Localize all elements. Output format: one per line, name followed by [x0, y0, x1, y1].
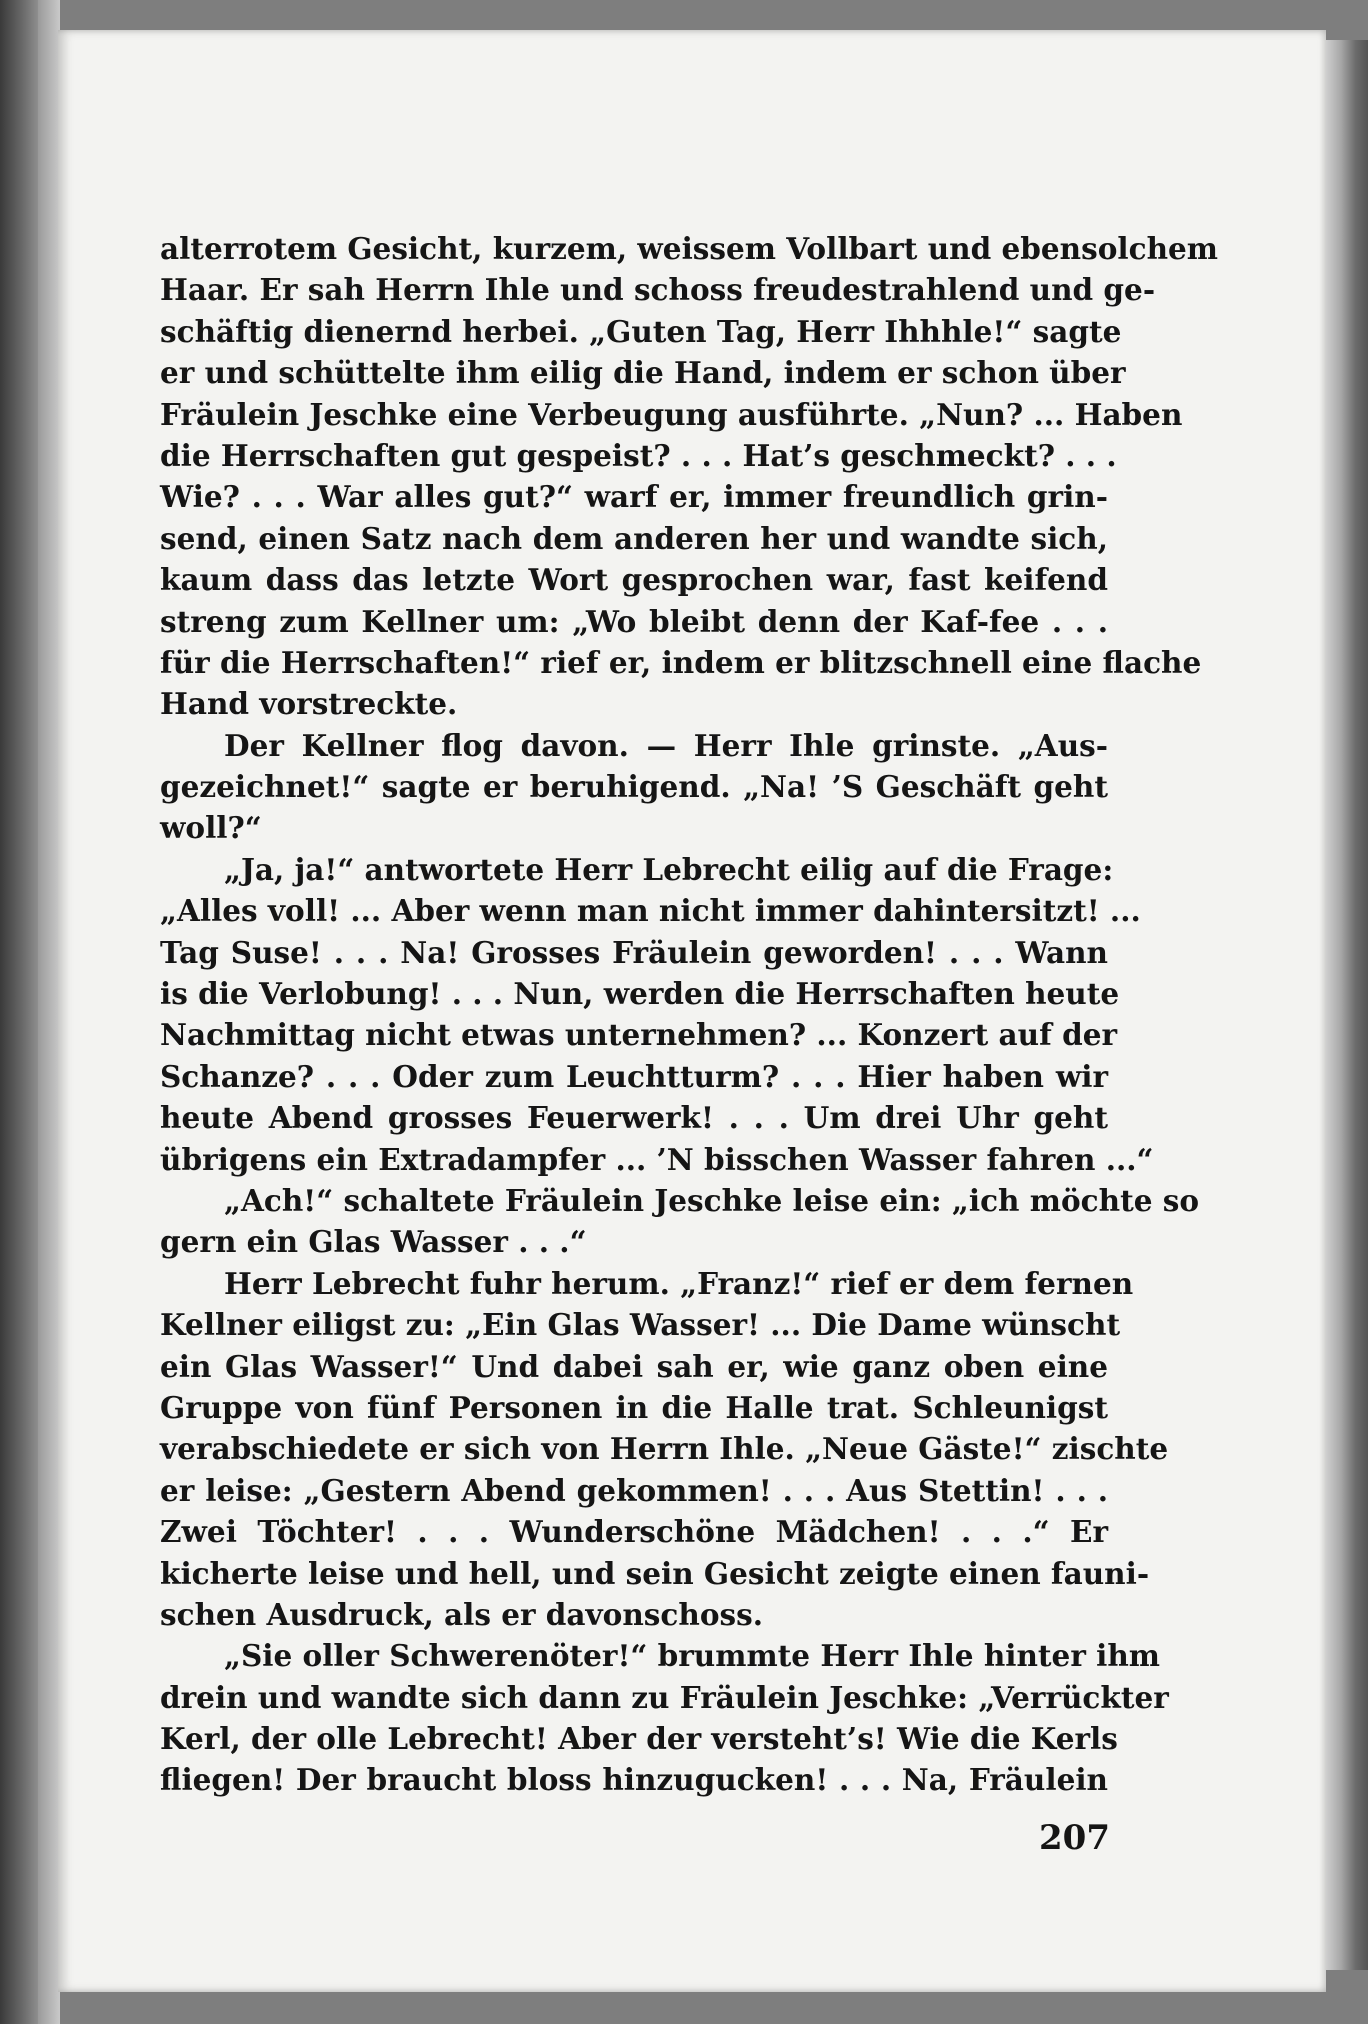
- text-line: send, einen Satz nach dem anderen her und wandte sich,: [160, 520, 1108, 556]
- text-line: er leise: „Gestern Abend gekommen! . . . Aus Stettin! . . .: [160, 1472, 1108, 1508]
- page-stack-edge: [1326, 40, 1368, 1970]
- body-text: [160, 228, 1218, 1801]
- text-line: „Ach!“ schaltete Fräulein Jeschke leise ein: „ich möchte so: [224, 1182, 1200, 1218]
- text-line: Schanze? . . . Oder zum Leuchtturm? . . . Hier haben wir: [160, 1058, 1108, 1094]
- text-line: Haar. Er sah Herrn Ihle und schoss freudestrahlend und ge-: [160, 272, 1156, 308]
- text-line: kicherte leise und hell, und sein Gesicht zeigte einen fauni-: [160, 1555, 1150, 1591]
- text-line: fliegen! Der braucht bloss hinzugucken! . . . Na, Fräulein: [160, 1762, 1108, 1798]
- text-line: gezeichnet!“ sagte er beruhigend. „Na! ’S Geschäft geht: [160, 769, 1108, 805]
- page-number: 207: [1039, 1818, 1110, 1858]
- text-line: Hand vorstreckte.: [160, 686, 458, 722]
- text-line: Zwei Töchter! . . . Wunderschöne Mädchen! . . .“ Er: [160, 1514, 1108, 1550]
- text-line: Herr Lebrecht fuhr herum. „Franz!“ rief er dem fernen: [224, 1265, 1134, 1301]
- text-line: Fräulein Jeschke eine Verbeugung ausführte. „Nun? ... Haben: [160, 396, 1183, 432]
- text-line: „Alles voll! ... Aber wenn man nicht immer dahintersitzt! ...: [160, 893, 1141, 929]
- text-line: is die Verlobung! . . . Nun, werden die Herrschaften heute: [160, 976, 1120, 1012]
- text-line: gern ein Glas Wasser . . .“: [160, 1224, 587, 1260]
- text-line: alterrotem Gesicht, kurzem, weissem Vollbart und ebensolchem: [160, 231, 1218, 266]
- text-line: für die Herrschaften!“ rief er, indem er blitzschnell eine flache: [160, 644, 1202, 680]
- text-line: ein Glas Wasser!“ Und dabei sah er, wie ganz oben eine: [160, 1348, 1108, 1384]
- scan-background-left: [0, 0, 38, 2024]
- text-line: Kellner eiligst zu: „Ein Glas Wasser! ... Die Dame wünscht: [160, 1307, 1121, 1343]
- text-line: schäftig dienernd herbei. „Guten Tag, Herr Ihhhle!“ sagte: [160, 313, 1122, 349]
- text-line: Kerl, der olle Lebrecht! Aber der versteht’s! Wie die Kerls: [160, 1721, 1118, 1757]
- text-line: „Sie oller Schwerenöter!“ brummte Herr Ihle hinter ihm: [224, 1638, 1161, 1674]
- text-line: „Ja, ja!“ antwortete Herr Lebrecht eilig auf die Frage:: [224, 851, 1114, 887]
- text-line: heute Abend grosses Feuerwerk! . . . Um drei Uhr geht: [160, 1100, 1108, 1136]
- text-line: die Herrschaften gut gespeist? . . . Hat’s geschmeckt? . . .: [160, 437, 1117, 473]
- text-line: verabschiedete er sich von Herrn Ihle. „Neue Gäste!“ zischte: [160, 1431, 1169, 1467]
- text-line: woll?“: [160, 810, 262, 846]
- text-line: schen Ausdruck, als er davonschoss.: [160, 1596, 763, 1632]
- text-line: Wie? . . . War alles gut?“ warf er, immer freundlich grin-: [160, 479, 1108, 515]
- text-line: kaum dass das letzte Wort gesprochen war, fast keifend: [160, 562, 1108, 598]
- text-line: Der Kellner flog davon. — Herr Ihle grinste. „Aus-: [224, 727, 1108, 763]
- text-line: streng zum Kellner um: „Wo bleibt denn der Kaf-fee . . .: [160, 603, 1108, 639]
- text-line: er und schüttelte ihm eilig die Hand, indem er schon über: [160, 355, 1126, 391]
- text-line: Tag Suse! . . . Na! Grosses Fräulein geworden! . . . Wann: [160, 934, 1108, 970]
- book-spine-edge: [38, 0, 60, 2024]
- text-line: Nachmittag nicht etwas unternehmen? ... Konzert auf der: [160, 1017, 1118, 1053]
- text-line: Gruppe von fünf Personen in die Halle trat. Schleunigst: [160, 1389, 1108, 1425]
- text-line: übrigens ein Extradampfer ... ’N bisschen Wasser fahren ...“: [160, 1141, 1154, 1177]
- text-line: drein und wandte sich dann zu Fräulein Jeschke: „Verrückter: [160, 1679, 1169, 1715]
